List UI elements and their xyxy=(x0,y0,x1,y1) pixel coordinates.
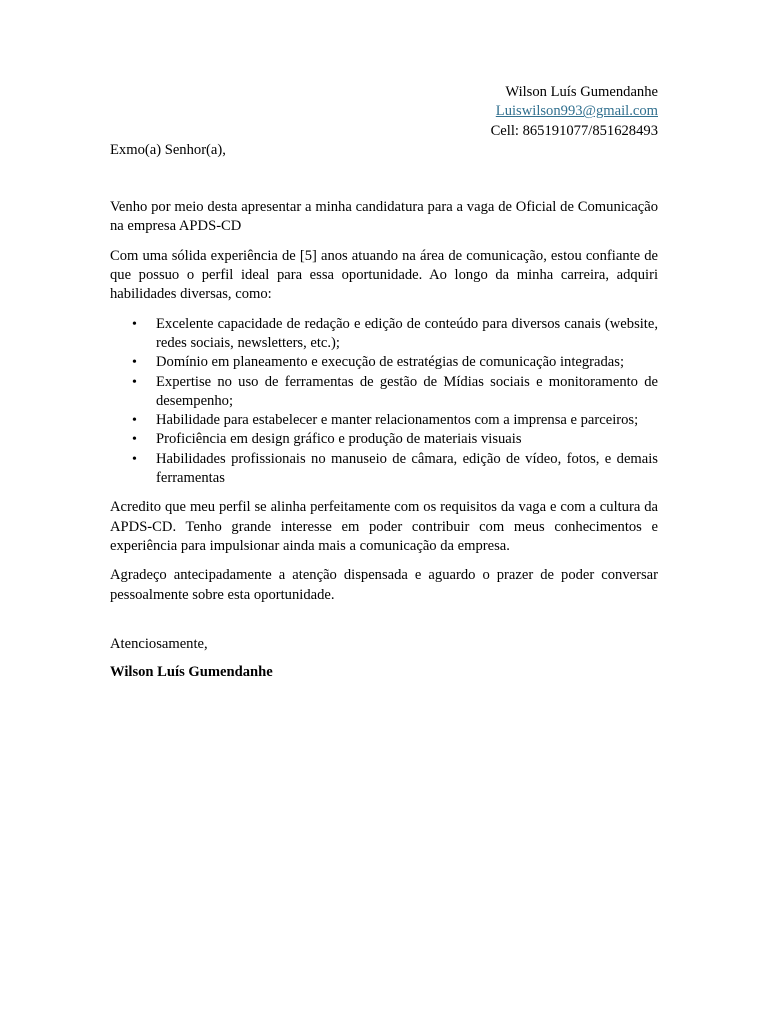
list-item xyxy=(132,430,658,449)
bullet-icon: • xyxy=(132,432,137,448)
skill-text: Proficiência em design gráfico e produção de materiais visuais xyxy=(156,431,522,448)
sender-name: Wilson Luís Gumendanhe xyxy=(505,84,658,100)
thanks-paragraph: Agradeço antecipadamente a atenção dispensada e aguardo o prazer de poder conversar pessoalmente sobre esta oportunidade. xyxy=(110,567,658,603)
skill-text: Habilidade para estabelecer e manter relacionamentos com a imprensa e parceiros; xyxy=(156,412,639,429)
signature: Wilson Luís Gumendanhe xyxy=(110,664,273,681)
bullet-icon: • xyxy=(132,355,137,371)
list-item xyxy=(132,353,658,372)
sender-email-link[interactable]: Luiswilson993@gmail.com xyxy=(495,103,658,120)
bullet-icon: • xyxy=(132,451,137,467)
bullet-icon: • xyxy=(132,316,137,332)
sender-block xyxy=(110,83,658,141)
skill-text: Excelente capacidade de redação e edição de conteúdo para diversos canais (website, redes sociais, newsletters, etc.); xyxy=(156,315,658,351)
skills-list xyxy=(110,315,658,489)
greeting: Exmo(a) Senhor(a), xyxy=(110,141,226,158)
list-item xyxy=(132,315,658,354)
closing: Atenciosamente, xyxy=(110,635,208,652)
bullet-icon: • xyxy=(132,413,137,429)
bullet-icon: • xyxy=(132,374,137,390)
skill-text: Expertise no uso de ferramentas de gestão de Mídias sociais e monitoramento de desempenho; xyxy=(156,373,658,409)
fit-paragraph: Acredito que meu perfil se alinha perfeitamente com os requisitos da vaga e com a cultura da APDS-CD. Tenho grande interesse em poder contribuir com meus conhecimentos e experiência para impulsionar ainda mais a comunicação da empresa. xyxy=(110,499,658,554)
experience-paragraph: Com uma sólida experiência de [5] anos atuando na área de comunicação, estou confiante de que possuo o perfil ideal para essa oportunidade. Ao longo da minha carreira, adquiri habilidades diversas, como: xyxy=(110,247,658,303)
skill-text: Domínio em planeamento e execução de estratégias de comunicação integradas; xyxy=(156,354,625,371)
list-item xyxy=(132,450,658,489)
list-item xyxy=(132,373,658,412)
skill-text: Habilidades profissionais no manuseio de câmara, edição de vídeo, fotos, e demais ferramentas xyxy=(156,450,658,487)
intro-paragraph: Venho por meio desta apresentar a minha candidatura para a vaga de Oficial de Comunicação na empresa APDS-CD xyxy=(110,199,658,235)
sender-phone: Cell: 865191077/851628493 xyxy=(490,122,658,139)
list-item xyxy=(132,411,658,430)
